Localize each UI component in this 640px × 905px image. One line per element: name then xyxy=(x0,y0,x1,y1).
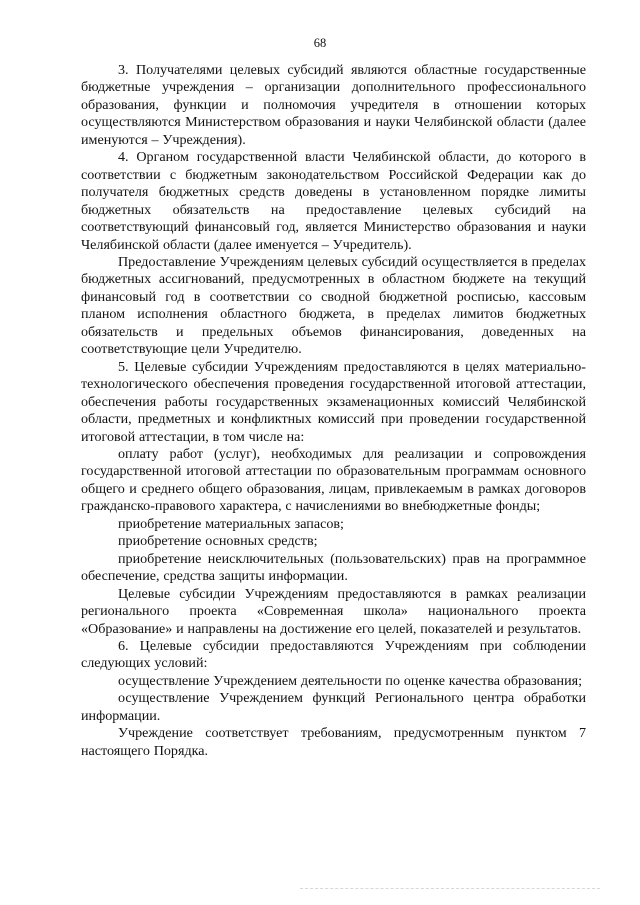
paragraph-regional-project: Целевые субсидии Учреждениям предоставляются в рамках реализации регионального проекта «Современная школа» национального проекта «Образование» и направлены на достижение его целей, показателей и результатов. xyxy=(81,585,586,637)
paragraph-fixed-assets: приобретение основных средств; xyxy=(118,533,318,550)
footer-divider xyxy=(300,888,600,889)
paragraph-provision-limits: Предоставление Учреждениям целевых субсидий осуществляется в пределах бюджетных ассигнований, предусмотренных в областном бюджете на текущий финансовый год в соответствии со сводной бюджетной росписью, кассовым планом исполнения областного бюджета, в пределах лимитов бюджетных обязательств и предельных объемов финансирования, доведенных на соответствующие цели Учредителю. xyxy=(81,253,586,358)
paragraph-item-6-conditions: 6. Целевые субсидии предоставляются Учреждениям при соблюдении следующих условий: xyxy=(81,637,586,672)
paragraph-processing-center: осуществление Учреждением функций Регионального центра обработки информации. xyxy=(81,690,586,724)
paragraph-payment-for-works: оплату работ (услуг), необходимых для реализации и сопровождения государственной итоговой аттестации по образовательным программам основного общего и среднего общего образования, лицам, привлекаемым в рамках договоров гражданско-правового характера, с начислениями во внебюджетные фонды; xyxy=(81,445,586,515)
page-number: 68 xyxy=(313,36,327,50)
document-body xyxy=(81,62,586,760)
paragraph-item-4-authority: 4. Органом государственной власти Челябинской области, до которого в соответствии с бюджетным законодательством Российской Федерации как до получателя бюджетных средств доведены в установленном порядке лимиты бюджетных обязательств на предоставление целевых субсидий на соответствующий финансовый год, является Министерство образования и науки Челябинской области (далее именуется – Учредитель). xyxy=(81,149,586,253)
paragraph-software-rights: приобретение неисключительных (пользовательских) прав на программное обеспечение, средства защиты информации. xyxy=(81,550,586,585)
paragraph-item-5-purposes: 5. Целевые субсидии Учреждениям предоставляются в целях материально-технологического обеспечения проведения государственной итоговой аттестации, обеспечения работы государственных экзаменационных комиссий Челябинской области, предметных и конфликтных комиссий при проведении государственной итоговой аттестации, в том числе на: xyxy=(81,358,586,445)
paragraph-material-supplies: приобретение материальных запасов; xyxy=(118,515,344,532)
paragraph-quality-assessment: осуществление Учреждением деятельности по оценке качества образования; xyxy=(118,672,583,689)
paragraph-item-3-recipients: 3. Получателями целевых субсидий являются областные государственные бюджетные учреждения – организации дополнительного профессионального образования, функции и полномочия учредителя в отношении которых осуществляются Министерством образования и науки Челябинской области (далее именуются – Учреждения). xyxy=(81,62,586,148)
paragraph-requirements: Учреждение соответствует требованиям, предусмотренным пунктом 7 настоящего Порядка. xyxy=(81,725,586,759)
